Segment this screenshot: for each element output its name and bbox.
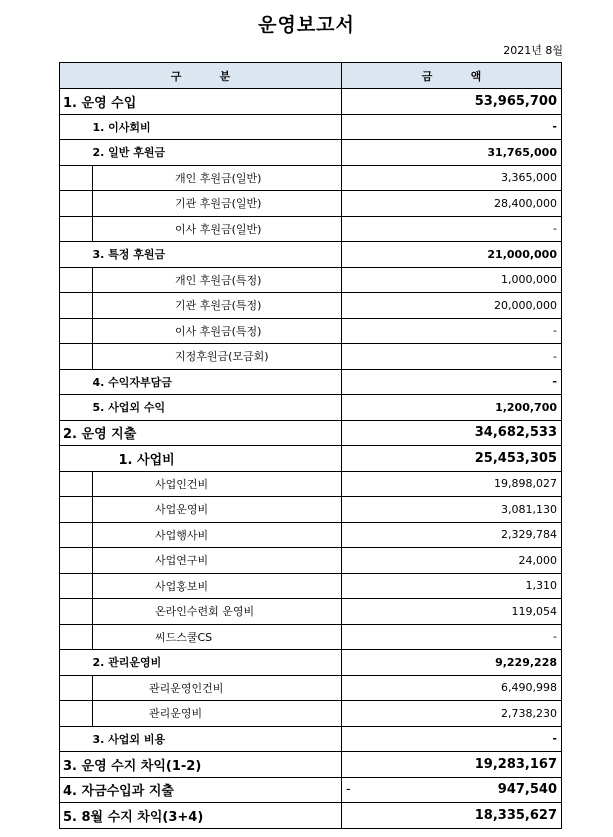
indent-cell (60, 446, 93, 472)
indent-cell (60, 573, 93, 599)
amount-value: 19,898,027 (494, 477, 557, 491)
row-amount (342, 497, 562, 523)
table-row (60, 344, 562, 370)
row-label (93, 446, 342, 472)
table-row (60, 89, 562, 115)
row-label (93, 267, 342, 293)
amount-value: - (552, 375, 557, 389)
amount-value: 947,540 (497, 782, 557, 798)
row-amount (342, 267, 562, 293)
amount-value: 53,965,700 (474, 93, 557, 109)
amount-value: 2,738,230 (501, 706, 557, 720)
row-label (60, 803, 342, 829)
row-label (93, 599, 342, 625)
amount-value: - (553, 222, 557, 236)
amount-value: 21,000,000 (487, 247, 557, 261)
row-label (93, 369, 342, 395)
row-label-text: 3. 특정 후원금 (92, 248, 166, 262)
indent-cell (60, 242, 93, 268)
row-amount (342, 344, 562, 370)
row-label (93, 624, 342, 650)
table-row (60, 369, 562, 395)
row-label-text: 사업운영비 (155, 503, 209, 517)
row-label (93, 548, 342, 574)
row-label-text: 사업홍보비 (155, 579, 209, 593)
indent-cell (60, 369, 93, 395)
table-row (60, 216, 562, 242)
amount-value: 1,200,700 (495, 400, 557, 414)
row-amount (342, 293, 562, 319)
row-label-text: 이사 후원금(특정) (175, 324, 262, 338)
table-row (60, 242, 562, 268)
row-amount (342, 726, 562, 752)
row-label-text: 4. 수익자부담금 (92, 375, 172, 389)
row-label (60, 420, 342, 446)
row-label (93, 701, 342, 727)
table-row (60, 114, 562, 140)
row-label (93, 471, 342, 497)
table-row (60, 165, 562, 191)
table-row (60, 624, 562, 650)
amount-value: 2,329,784 (501, 528, 557, 542)
row-label-text: 사업연구비 (155, 554, 209, 568)
table-row (60, 318, 562, 344)
row-label-text: 1. 사업비 (118, 452, 175, 468)
row-label-text: 4. 자금수입과 지출 (63, 784, 174, 800)
row-amount (342, 318, 562, 344)
row-label-text: 5. 8월 수지 차익(3+4) (63, 809, 204, 825)
row-label (93, 140, 342, 166)
row-amount (342, 675, 562, 701)
table-row (60, 752, 562, 778)
row-label-text: 개인 후원금(일반) (175, 171, 262, 185)
row-amount (342, 420, 562, 446)
amount-value: - (552, 732, 557, 746)
table-row (60, 650, 562, 676)
row-amount (342, 242, 562, 268)
row-label-text: 개인 후원금(특정) (175, 273, 262, 287)
row-label (93, 242, 342, 268)
indent-cell (60, 395, 93, 421)
row-label (93, 114, 342, 140)
amount-value: 24,000 (518, 553, 557, 567)
row-amount (342, 777, 562, 803)
indent-cell (60, 548, 93, 574)
amount-value: 119,054 (511, 604, 557, 618)
amount-value: - (553, 324, 557, 338)
row-amount (342, 140, 562, 166)
table-row (60, 140, 562, 166)
row-label (93, 344, 342, 370)
amount-value: 3,081,130 (501, 502, 557, 516)
row-amount (342, 165, 562, 191)
row-label-text: 5. 사업외 수익 (92, 401, 166, 415)
indent-cell (60, 293, 93, 319)
row-amount (342, 650, 562, 676)
row-label-text: 3. 사업외 비용 (92, 732, 166, 746)
report-table (59, 62, 562, 829)
indent-cell (60, 497, 93, 523)
row-amount (342, 624, 562, 650)
row-label-text: 관리운영비 (149, 707, 203, 721)
amount-value: 19,283,167 (474, 756, 557, 772)
amount-value: 34,682,533 (474, 425, 557, 441)
row-amount (342, 216, 562, 242)
table-header-row (60, 63, 562, 89)
header-category: 구 분 (60, 63, 342, 89)
table-row (60, 267, 562, 293)
indent-cell (60, 599, 93, 625)
amount-value: 31,765,000 (487, 145, 557, 159)
row-label-text: 사업행사비 (155, 528, 209, 542)
indent-cell (60, 165, 93, 191)
row-amount (342, 701, 562, 727)
indent-cell (60, 701, 93, 727)
row-amount (342, 599, 562, 625)
table-row (60, 395, 562, 421)
row-label (93, 191, 342, 217)
table-row (60, 293, 562, 319)
row-amount (342, 89, 562, 115)
row-amount (342, 395, 562, 421)
indent-cell (60, 267, 93, 293)
row-label (60, 777, 342, 803)
row-label-text: 2. 일반 후원금 (92, 146, 166, 160)
amount-value: 20,000,000 (494, 298, 557, 312)
row-amount (342, 548, 562, 574)
row-amount (342, 446, 562, 472)
table-row (60, 573, 562, 599)
table-row (60, 803, 562, 829)
indent-cell (60, 318, 93, 344)
amount-prefix: - (346, 782, 351, 798)
row-label (93, 497, 342, 523)
row-label (60, 89, 342, 115)
report-title: 운영보고서 (258, 14, 355, 36)
row-label (93, 165, 342, 191)
row-label (93, 293, 342, 319)
row-label-text: 2. 운영 지출 (63, 427, 137, 443)
indent-cell (60, 140, 93, 166)
table-row (60, 420, 562, 446)
indent-cell (60, 650, 93, 676)
table-row (60, 675, 562, 701)
amount-value: - (553, 630, 557, 644)
row-label-text: 지정후원금(모금회) (175, 350, 269, 364)
row-label-text: 1. 이사회비 (92, 120, 151, 134)
indent-cell (60, 624, 93, 650)
amount-value: 1,000,000 (501, 273, 557, 287)
table-row (60, 701, 562, 727)
row-amount (342, 803, 562, 829)
row-amount (342, 573, 562, 599)
row-label-text: 2. 관리운영비 (92, 656, 162, 670)
amount-value: 6,490,998 (501, 681, 557, 695)
table-row (60, 522, 562, 548)
row-label (93, 675, 342, 701)
indent-cell (60, 471, 93, 497)
amount-value: 1,310 (525, 579, 557, 593)
table-row (60, 599, 562, 625)
row-amount (342, 471, 562, 497)
amount-value: - (553, 349, 557, 363)
row-label (93, 726, 342, 752)
row-label-text: 3. 운영 수지 차익(1-2) (63, 758, 202, 774)
table-row (60, 191, 562, 217)
table-row (60, 777, 562, 803)
amount-value: 25,453,305 (474, 450, 557, 466)
row-amount (342, 522, 562, 548)
row-label-text: 기관 후원금(일반) (175, 197, 262, 211)
row-label (60, 752, 342, 778)
indent-cell (60, 344, 93, 370)
amount-value: 28,400,000 (494, 196, 557, 210)
header-amount: 금 액 (342, 63, 562, 89)
indent-cell (60, 726, 93, 752)
row-amount (342, 369, 562, 395)
row-label (93, 395, 342, 421)
row-label-text: 온라인수련회 운영비 (155, 605, 255, 619)
amount-value: 3,365,000 (501, 171, 557, 185)
table-row (60, 471, 562, 497)
table-row (60, 446, 562, 472)
row-label-text: 관리운영인건비 (149, 681, 224, 695)
row-label (93, 573, 342, 599)
indent-cell (60, 114, 93, 140)
row-amount (342, 191, 562, 217)
row-label-text: 기관 후원금(특정) (175, 299, 262, 313)
indent-cell (60, 216, 93, 242)
row-label-text: 1. 운영 수입 (63, 95, 137, 111)
amount-value: 18,335,627 (474, 807, 557, 823)
row-label (93, 650, 342, 676)
table-row (60, 548, 562, 574)
amount-value: - (552, 120, 557, 134)
row-amount (342, 114, 562, 140)
report-date: 2021년 8월 (503, 44, 563, 57)
row-label-text: 사업인건비 (155, 477, 209, 491)
row-label (93, 216, 342, 242)
row-amount (342, 752, 562, 778)
row-label-text: 씨드스쿨CS (155, 630, 213, 644)
amount-value: 9,229,228 (495, 655, 557, 669)
row-label-text: 이사 후원금(일반) (175, 222, 262, 236)
row-label (93, 522, 342, 548)
table-row (60, 726, 562, 752)
indent-cell (60, 675, 93, 701)
indent-cell (60, 191, 93, 217)
row-label (93, 318, 342, 344)
indent-cell (60, 522, 93, 548)
table-row (60, 497, 562, 523)
